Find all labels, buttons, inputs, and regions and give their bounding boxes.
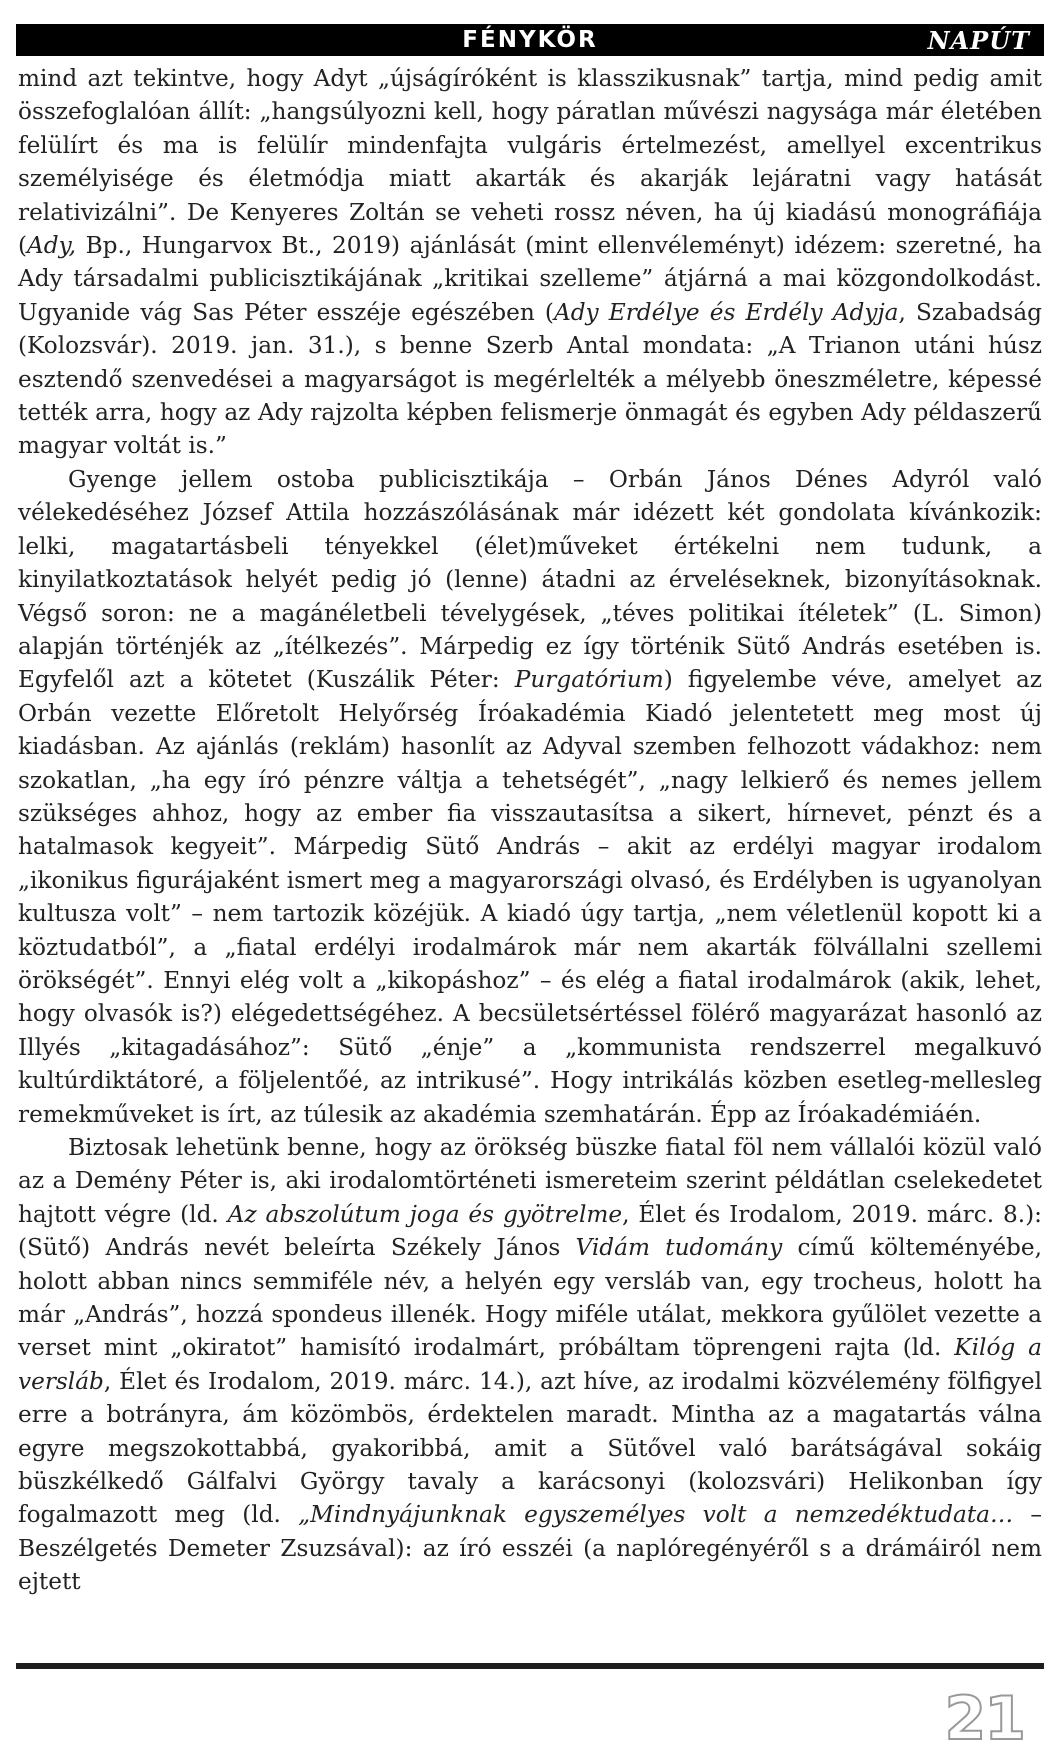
paragraph-2: [18, 463, 1042, 1131]
paragraph-3: [18, 1131, 1042, 1599]
italic-text: Kilóg a versláb: [18, 1334, 1043, 1395]
text-run: – Beszélgetés Demeter Zsuzsával): az író esszéi (a naplóregényéről s a drámáiról nem ejtett: [18, 1501, 1043, 1596]
italic-text: „Mindnyájunknak egyszemélyes volt a nemzedéktudata…: [298, 1501, 1014, 1529]
text-run: című költeményébe, holott abban nincs semmiféle név, a helyén egy versláb van, egy trocheus, holott ha már „András”, hozzá spondeus illenék. Hogy miféle utálat, mekkora gyűlölet vezette a verset mint „okiratot” hamisító irodalmárt, próbáltam töprengeni rajta (ld.: [18, 1234, 1042, 1362]
section-title: FÉNYKÖR: [462, 27, 598, 53]
text-run: , Élet és Irodalom, 2019. márc. 14.), azt híve, az irodalmi közvélemény fölfigyel erre a botrányra, ám közömbös, érdektelen maradt. Mintha az a magatartás válna egyre megszokottabbá, gyakoribbá, amit a Sütővel való barátságával sokáig büszkélkedő Gálfalvi György tavaly a karácsonyi (kolozsvári) Helikonban így fogalmazott meg (ld.: [18, 1367, 1042, 1529]
italic-text: Ady Erdélye és Erdély Adyja: [553, 298, 899, 326]
section-header-bar: [16, 24, 1044, 56]
italic-text: Ady,: [27, 232, 77, 260]
text-run: Biztosak lehetünk benne, hogy az örökség büszke fiatal föl nem vállalói közül való az a Demény Péter is, aki irodalomtörténeti ismereteim szerint példátlan cselekedetet hajtott végre (ld.: [18, 1134, 1042, 1228]
page-number: 21: [944, 1684, 1024, 1754]
italic-text: Purgatórium: [514, 666, 664, 694]
text-run: , Élet és Irodalom, 2019. márc. 8.): (Sütő) András nevét beleírta Székely János: [18, 1200, 1042, 1262]
magazine-logo: NAPÚT: [927, 26, 1030, 55]
italic-text: Vidám tudomány: [575, 1234, 783, 1262]
paragraph-1: [18, 62, 1042, 463]
italic-text: Az abszolútum joga és gyötrelme: [227, 1200, 623, 1228]
text-run: Bp., Hungarvox Bt., 2019) ajánlását (mint ellenvéleményt) idézem: szeretné, ha Ady társadalmi publicisztikájának „kritikai szelleme” átjárná a mai közgondolkodást. Ugyanide vág Sas Péter esszéje egészében (: [18, 232, 1042, 326]
text-run: Gyenge jellem ostoba publicisztikája – Orbán János Dénes Adyról való vélekedéséhez József Attila hozzászólásának már idézett két gondolata kívánkozik: lelki, magatartásbeli tényekkel (élet)műveket értékelni nem tudunk, a kinyilatkoztatások helyét pedig jó (lenne) átadni az érveléseknek, bizonyításoknak. Végső soron: ne a magánéletbeli tévelygések, „téves politikai ítéletek” (L. Simon) alapján történjék az „ítélkezés”. Márpedig ez így történik Sütő András esetében is. Egyfelől azt a kötetet (Kuszálik Péter:: [18, 465, 1042, 694]
text-run: , Szabadság (Kolozsvár). 2019. jan. 31.), s benne Szerb Antal mondata: „A Trianon utáni húsz esztendő szenvedései a magyarságot is megérlelték a mélyebb öneszméletre, képessé tették arra, hogy az Ady rajzolta képben felismerje önmagát és egyben Ady példaszerű magyar voltát is.”: [18, 298, 1042, 460]
text-run: ) figyelembe véve, amelyet az Orbán vezette Előretolt Helyőrség Íróakadémia Kiadó jelentetett meg most új kiadásban. Az ajánlás (reklám) hasonlít az Adyval szemben felhozott vádakhoz: nem szokatlan, „ha egy író pénzre váltja a tehetségét”, „nagy lelkierő és nemes jellem szükséges ahhoz, hogy az ember fia visszautasítsa a sikert, hírnevet, pénzt és a hatalmasok kegyeit”. Márpedig Sütő András – akit az erdélyi magyar irodalom „ikonikus figurájaként ismert meg a magyarországi olvasó, és Erdélyben is ugyanolyan kultusza volt” – nem tartozik közéjük. A kiadó úgy tartja, „nem véletlenül kopott ki a köztudatból”, a „fiatal erdélyi irodalmárok már nem akarták fölvállalni szellemi örökségét”. Ennyi elég volt a „kikopáshoz” – és elég a fiatal irodalmárok (akik, lehet, hogy olvasók is?) elégedettségéhez. A becsületsértéssel fölérő magyarázat hasonló az Illyés „kitagadásához”: Sütő „énje” a „kommunista rendszerrel megalkuvó kultúrdiktátoré, a följelentőé, az intrikusé”. Hogy intrikálás közben esetleg-mellesleg remekműveket is írt, az túlesik az akadémia szemhatárán. Épp az Íróakadémiáén.: [18, 666, 1042, 1128]
article-body: [18, 62, 1042, 1599]
footer-rule: [16, 1663, 1044, 1669]
text-run: mind azt tekintve, hogy Adyt „újságíróként is klasszikusnak” tartja, mind pedig amit összefoglalóan állít: „hangsúlyozni kell, hogy páratlan művészi nagysága már életében felülírt és ma is felülír mindenfajta vulgáris értelmezést, amellyel excentrikus személyisége és életmódja miatt akarták és akarják lejáratni vagy hatását relativizálni”. De Kenyeres Zoltán se veheti rossz néven, ha új kiadású monográfiája (: [18, 65, 1042, 260]
